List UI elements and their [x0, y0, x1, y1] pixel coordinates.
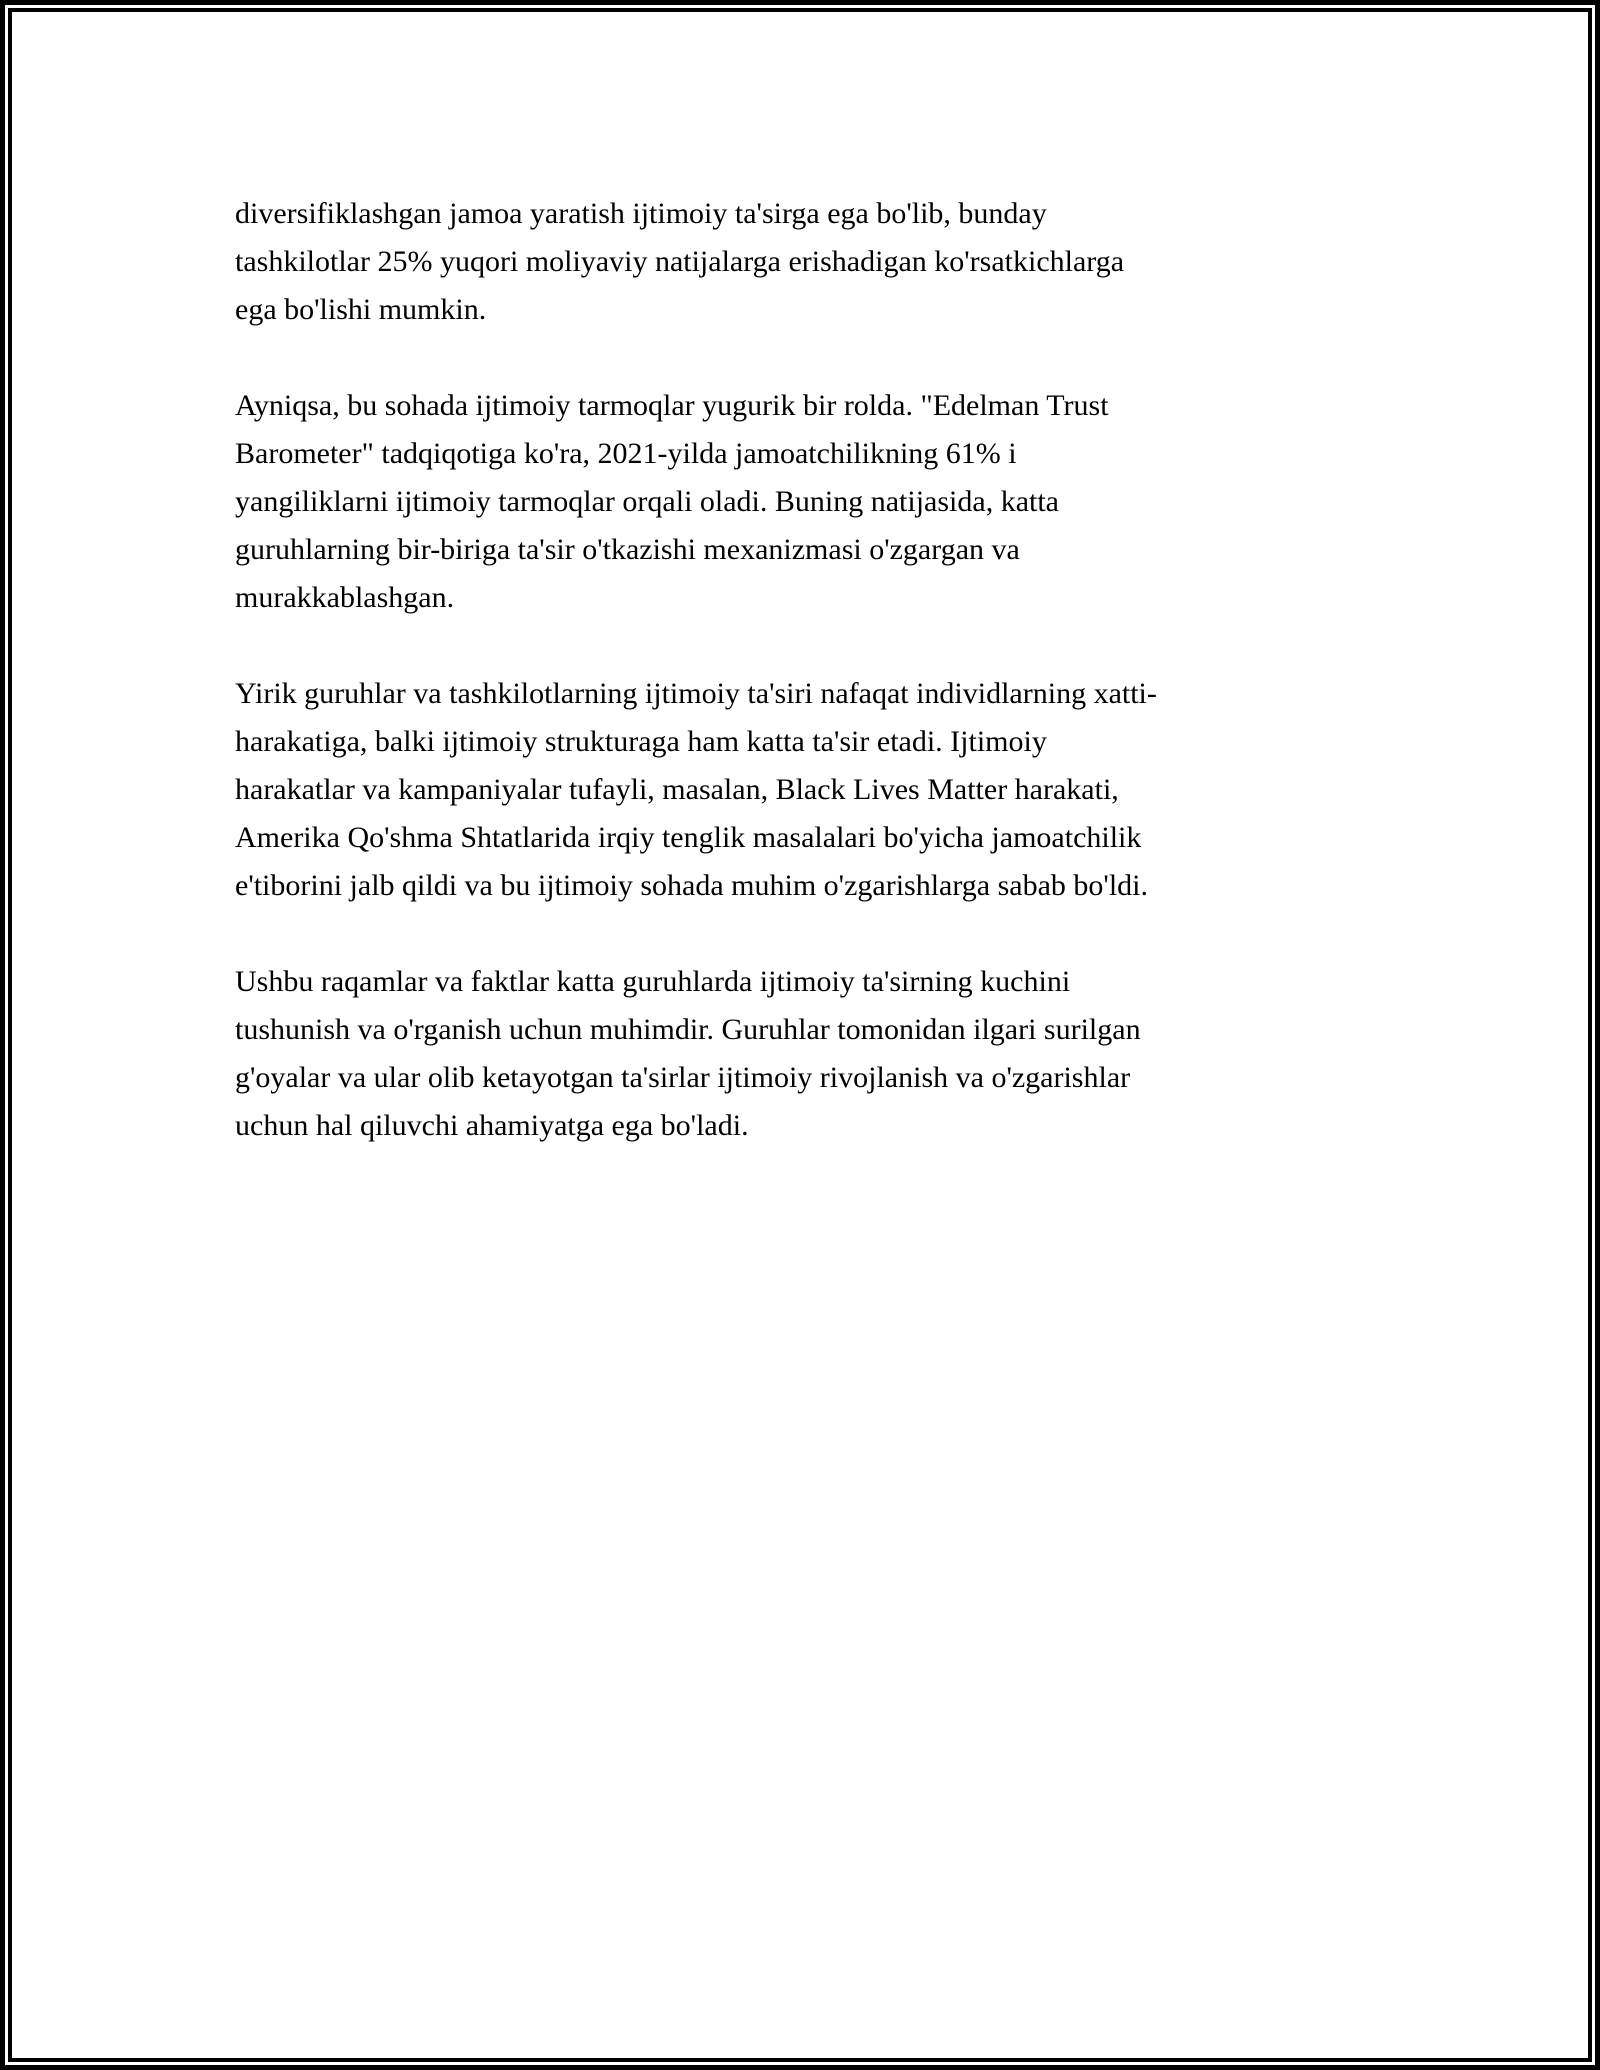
text-line: tushunish va o'rganish uchun muhimdir. Guruhlar tomonidan ilgari surilgan	[235, 1013, 1141, 1046]
text-line: murakkablashgan.	[235, 581, 455, 614]
text-line: diversifiklashgan jamoa yaratish ijtimoiy ta'sirga ega bo'lib, bunday	[235, 197, 1047, 230]
text-line: uchun hal qiluvchi ahamiyatga ega bo'ladi.	[235, 1109, 749, 1142]
paragraph	[235, 382, 1415, 622]
paragraph	[235, 670, 1415, 910]
text-line: e'tiborini jalb qildi va bu ijtimoiy sohada muhim o'zgarishlarga sabab bo'ldi.	[235, 869, 1149, 902]
text-line: harakatlar va kampaniyalar tufayli, masalan, Black Lives Matter harakati,	[235, 773, 1119, 806]
text-line: Barometer" tadqiqotiga ko'ra, 2021-yilda jamoatchilikning 61% i	[235, 437, 1017, 470]
text-line: Ayniqsa, bu sohada ijtimoiy tarmoqlar yugurik bir rolda. "Edelman Trust	[235, 389, 1109, 422]
text-line: ega bo'lishi mumkin.	[235, 293, 487, 326]
text-line: harakatiga, balki ijtimoiy strukturaga ham katta ta'sir etadi. Ijtimoiy	[235, 725, 1047, 758]
text-line: Amerika Qo'shma Shtatlarida irqiy tenglik masalalari bo'yicha jamoatchilik	[235, 821, 1142, 854]
text-line: Ushbu raqamlar va faktlar katta guruhlarda ijtimoiy ta'sirning kuchini	[235, 965, 1071, 998]
text-line: Yirik guruhlar va tashkilotlarning ijtimoiy ta'siri nafaqat individlarning xatti-	[235, 677, 1157, 710]
page-border-inner	[8, 8, 1592, 2062]
text-line: yangiliklarni ijtimoiy tarmoqlar orqali oladi. Buning natijasida, katta	[235, 485, 1059, 518]
text-line: guruhlarning bir-biriga ta'sir o'tkazishi mexanizmasi o'zgargan va	[235, 533, 1020, 566]
paragraph	[235, 190, 1415, 334]
document-content	[235, 190, 1415, 1198]
text-line: tashkilotlar 25% yuqori moliyaviy natijalarga erishadigan ko'rsatkichlarga	[235, 245, 1125, 278]
paragraph	[235, 958, 1415, 1150]
text-line: g'oyalar va ular olib ketayotgan ta'sirlar ijtimoiy rivojlanish va o'zgarishlar	[235, 1061, 1131, 1094]
